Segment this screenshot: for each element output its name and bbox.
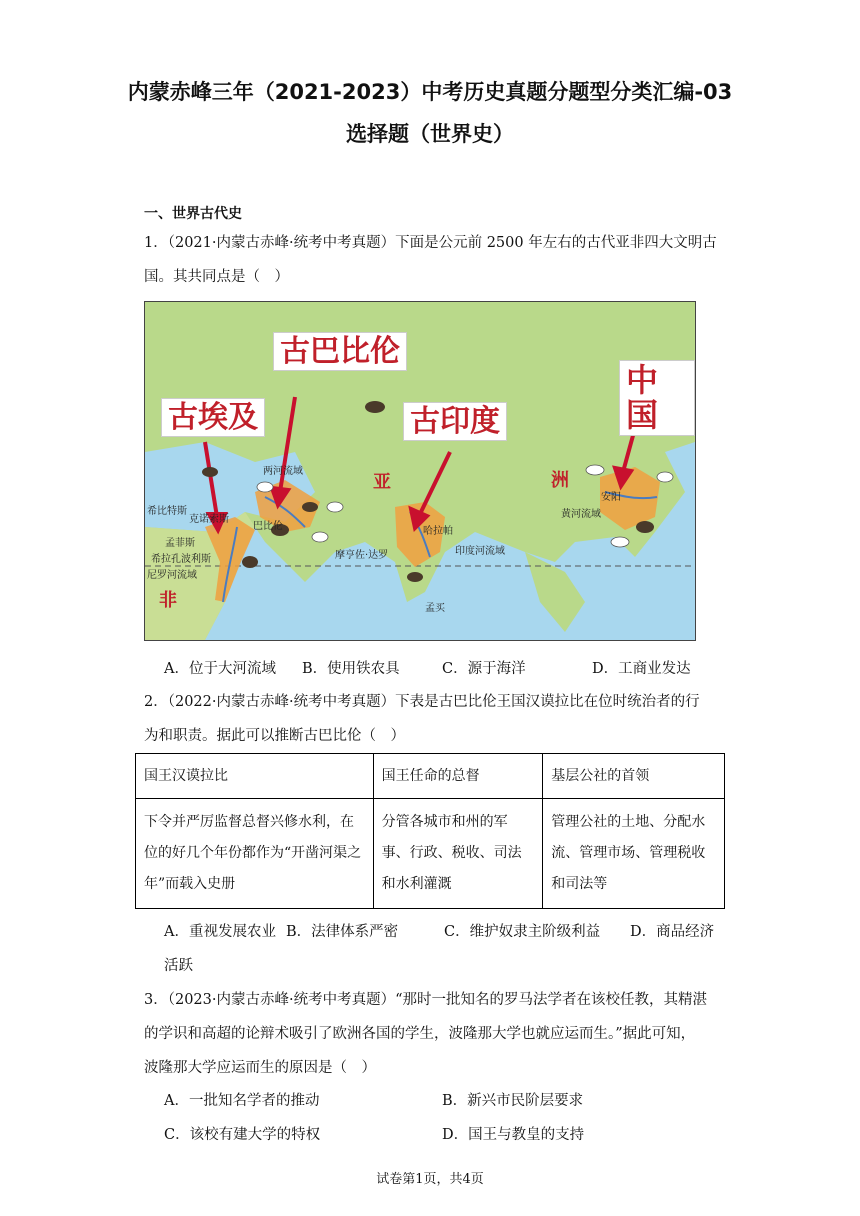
- map-region-asia-2: 洲: [551, 470, 569, 491]
- q2-option-d-continued: 活跃: [164, 958, 193, 974]
- page-footer: 试卷第1页，共4页: [376, 1172, 484, 1187]
- table-header-cell: 基层公社的首领: [543, 754, 725, 799]
- section-heading: 一、世界古代史: [144, 206, 242, 222]
- q2-option-c[interactable]: C．维护奴隶主阶级利益: [444, 924, 601, 940]
- map-label-egypt: 古埃及: [161, 398, 265, 437]
- question-1-stem-line1: 1．（2021·内蒙古赤峰·统考中考真题）下面是公元前 2500 年左右的古代亚非四大文明古: [144, 235, 717, 251]
- doc-title-line2: 选择题（世界史）: [346, 122, 514, 146]
- map-text-mumbai: 孟买: [425, 603, 445, 614]
- map-region-asia-1: 亚: [373, 472, 391, 493]
- map-label-babylon: 古巴比伦: [273, 332, 407, 371]
- map-text-harappa: 哈拉帕: [423, 526, 453, 537]
- map-label-india: 古印度: [403, 402, 507, 441]
- map-text-babylon-city: 巴比伦: [253, 521, 283, 532]
- map-text-xibote: 希比特斯: [147, 506, 187, 517]
- table-row: [136, 799, 725, 909]
- q1-option-c[interactable]: C．源于海洋: [442, 661, 526, 677]
- map-text-liangjiang: 两河流域: [263, 466, 303, 477]
- map-text-memphis: 孟菲斯: [165, 538, 195, 549]
- q1-option-a[interactable]: A．位于大河流域: [164, 661, 276, 677]
- q2-option-a[interactable]: A．重视发展农业: [164, 924, 276, 940]
- question-2-stem-line1: 2．（2022·内蒙古赤峰·统考中考真题）下表是古巴比伦王国汉谟拉比在位时统治者的行: [144, 694, 700, 710]
- question-1-stem: [144, 226, 724, 294]
- map-background: [145, 302, 695, 640]
- table-header-cell: 国王汉谟拉比: [136, 754, 374, 799]
- civilizations-map: [144, 301, 696, 641]
- table-header-row: [136, 754, 725, 799]
- map-label-china: 中国: [619, 360, 695, 436]
- map-text-knossos: 克诺索斯: [189, 514, 229, 525]
- q1-option-b[interactable]: B．使用铁农具: [302, 661, 400, 677]
- map-text-indus: 印度河流域: [455, 546, 505, 557]
- question-2-table: [135, 753, 725, 909]
- q2-option-b[interactable]: B．法律体系严密: [286, 924, 399, 940]
- question-2-stem-line2: 为和职责。据此可以推断古巴比伦（ ）: [144, 728, 405, 744]
- q3-option-d[interactable]: D．国王与教皇的支持: [442, 1127, 585, 1143]
- table-header-cell: 国王任命的总督: [373, 754, 543, 799]
- map-text-huanghe: 黄河流域: [561, 509, 601, 520]
- q3-option-b[interactable]: B．新兴市民阶层要求: [442, 1093, 584, 1109]
- q2-option-d[interactable]: D．商品经济: [630, 924, 715, 940]
- map-text-anyang: 安阳: [601, 492, 621, 503]
- map-region-africa: 非: [159, 590, 177, 611]
- table-cell: 下令并严厉监督总督兴修水利，在位的好几个年份都作为“开凿河渠之年”而载入史册: [136, 799, 374, 909]
- map-text-nile: 尼罗河流域: [147, 570, 197, 581]
- question-2-stem: [144, 685, 724, 753]
- map-text-mohenjo: 摩亨佐·达罗: [335, 550, 389, 561]
- question-3-stem-line1: 3．（2023·内蒙古赤峰·统考中考真题）“那时一批知名的罗马法学者在该校任教，其精湛: [144, 992, 708, 1008]
- doc-title-line1: 内蒙赤峰三年（2021-2023）中考历史真题分题型分类汇编-03: [127, 80, 733, 104]
- question-3-stem-line2: 的学识和高超的论辩术吸引了欧洲各国的学生，波隆那大学也就应运而生。”据此可知，: [144, 1026, 696, 1042]
- q3-option-c[interactable]: C．该校有建大学的特权: [164, 1127, 321, 1143]
- question-3-stem: [144, 983, 724, 1085]
- map-text-hierakonpolis: 希拉孔波利斯: [151, 554, 211, 565]
- table-cell: 管理公社的土地、分配水流、管理市场、管理税收和司法等: [543, 799, 725, 909]
- question-3-stem-line3: 波隆那大学应运而生的原因是（ ）: [144, 1060, 376, 1076]
- q1-option-d[interactable]: D．工商业发达: [592, 661, 691, 677]
- table-cell: 分管各城市和州的军事、行政、税收、司法和水利灌溉: [373, 799, 543, 909]
- question-1-stem-line2: 国。其共同点是（ ）: [144, 269, 289, 285]
- q3-option-a[interactable]: A．一批知名学者的推动: [164, 1093, 320, 1109]
